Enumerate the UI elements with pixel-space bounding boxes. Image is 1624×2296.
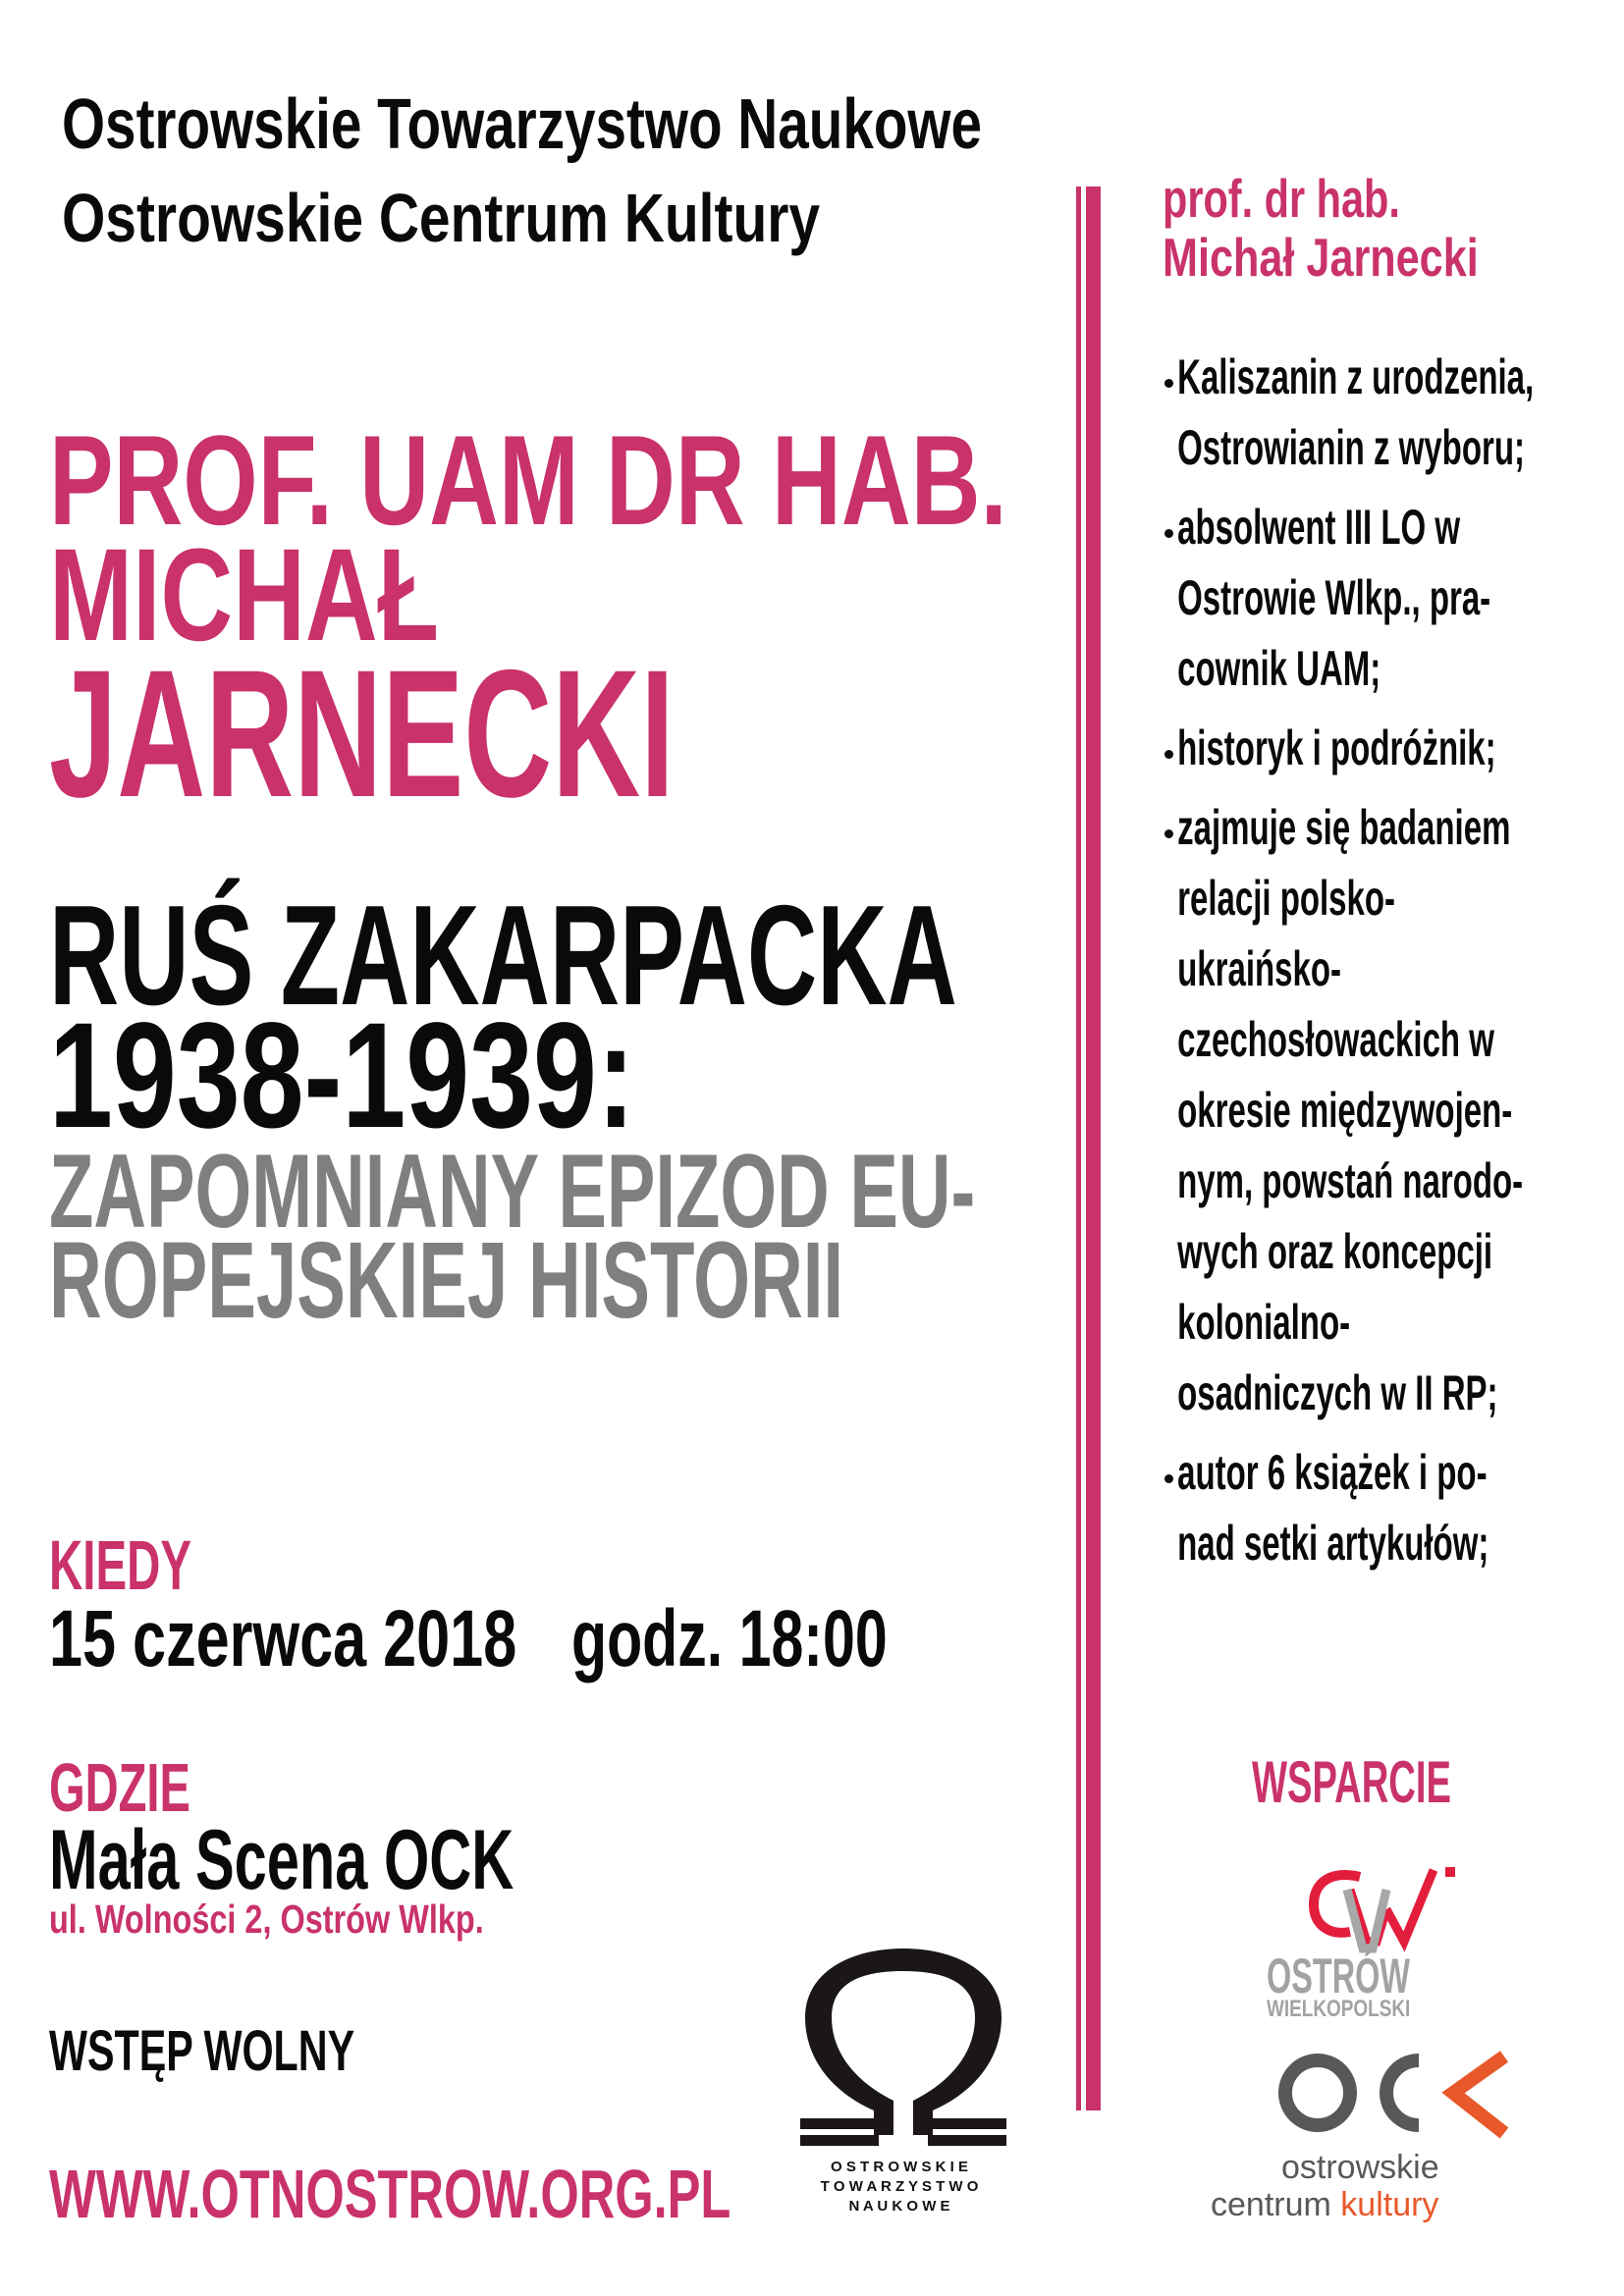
otn-logo-text-1: O S T R O W S K I E: [830, 2159, 968, 2175]
bio-item: [1157, 342, 1624, 483]
bio-name-title: prof. dr hab.: [1163, 167, 1400, 229]
venue-name: Mała Scena OCK: [49, 1812, 514, 1907]
admission-note: WSTĘP WOLNY: [49, 2018, 355, 2083]
ostrow-logo-subtext: WIELKOPOLSKI: [1267, 1996, 1411, 2023]
ostrow-logo-icon: [1306, 1865, 1463, 1953]
bio-item-line: Ostrowie Wlkp., pra-: [1177, 570, 1491, 625]
divider-thin: [1076, 187, 1081, 2110]
bio-name: Michał Jarnecki: [1163, 226, 1479, 288]
bio-item: [1157, 792, 1624, 1428]
lecture-subtitle-line1: ZAPOMNIANY EPIZOD EU-: [49, 1131, 976, 1250]
ock-logo-text-1: ostrowskie: [1281, 2149, 1439, 2187]
ock-logo-kultury: kultury: [1340, 2186, 1439, 2224]
event-date: 15 czerwca 2018: [49, 1594, 517, 1684]
support-label: WSPARCIE: [1252, 1749, 1451, 1815]
where-label: GDZIE: [49, 1749, 190, 1826]
bio-item-line: czechosłowackich w: [1177, 1012, 1494, 1067]
website-link[interactable]: WWW.OTNOSTROW.ORG.PL: [49, 2156, 731, 2232]
divider-thick: [1086, 187, 1101, 2110]
bio-item-line: autor 6 książek i po-: [1177, 1445, 1488, 1500]
omega-icon: [800, 1944, 1006, 2155]
bio-item-line: Kaliszanin z urodzenia,: [1177, 349, 1535, 404]
event-time: godz. 18:00: [571, 1594, 888, 1684]
bio-item-line: nym, powstań narodo-: [1177, 1153, 1524, 1208]
bio-item-line: historyk i podróżnik;: [1177, 721, 1496, 775]
bio-item-line: zajmuje się badaniem: [1177, 800, 1511, 855]
bio-item-line: Ostrowianin z wyboru;: [1177, 420, 1525, 475]
bio-item-line: osadniczych w II RP;: [1177, 1365, 1498, 1420]
organizer-otn: Ostrowskie Towarzystwo Naukowe: [62, 85, 983, 165]
ock-logo-centrum: centrum: [1211, 2186, 1331, 2224]
bio-item: [1157, 492, 1624, 704]
bio-item: [1157, 1437, 1624, 1578]
bio-item-line: okresie międzywojen-: [1177, 1083, 1513, 1138]
speaker-last-name: JARNECKI: [49, 632, 675, 835]
when-label: KIEDY: [49, 1527, 191, 1606]
bio-item-line: kolonialno-: [1177, 1295, 1351, 1350]
bio-item-line: wych oraz koncepcji: [1177, 1224, 1493, 1279]
bio-item: [1157, 713, 1624, 783]
lecture-title-line1: RUŚ ZAKARPACKA: [49, 875, 957, 1035]
lecture-subtitle-line2: ROPEJSKIEJ HISTORII: [49, 1220, 844, 1341]
bio-item-line: relacji polsko-: [1177, 871, 1396, 926]
speaker-title: PROF. UAM DR HAB.: [49, 408, 1007, 552]
otn-logo-text-2: T O W A R Z Y S T W O: [820, 2178, 979, 2195]
bio-item-line: ukraińsko-: [1177, 941, 1342, 996]
venue-address: ul. Wolności 2, Ostrów Wlkp.: [49, 1896, 484, 1943]
ostrow-logo-text: OSTRÓW: [1267, 1949, 1410, 2003]
bio-item-line: nad setki artykułów;: [1177, 1516, 1489, 1571]
ock-logo-icon: [1276, 2047, 1517, 2145]
otn-logo-text-3: N A U K O W E: [848, 2198, 950, 2215]
bio-list: [1157, 342, 1624, 1587]
bio-item-line: cownik UAM;: [1177, 641, 1381, 696]
organizer-ock: Ostrowskie Centrum Kultury: [62, 180, 821, 256]
bio-item-line: absolwent III LO w: [1177, 500, 1460, 555]
ock-logo-text-2: [1211, 2186, 1439, 2224]
speaker-first-name: MICHAŁ: [49, 522, 440, 669]
lecture-title-line2: 1938-1939:: [49, 991, 635, 1160]
